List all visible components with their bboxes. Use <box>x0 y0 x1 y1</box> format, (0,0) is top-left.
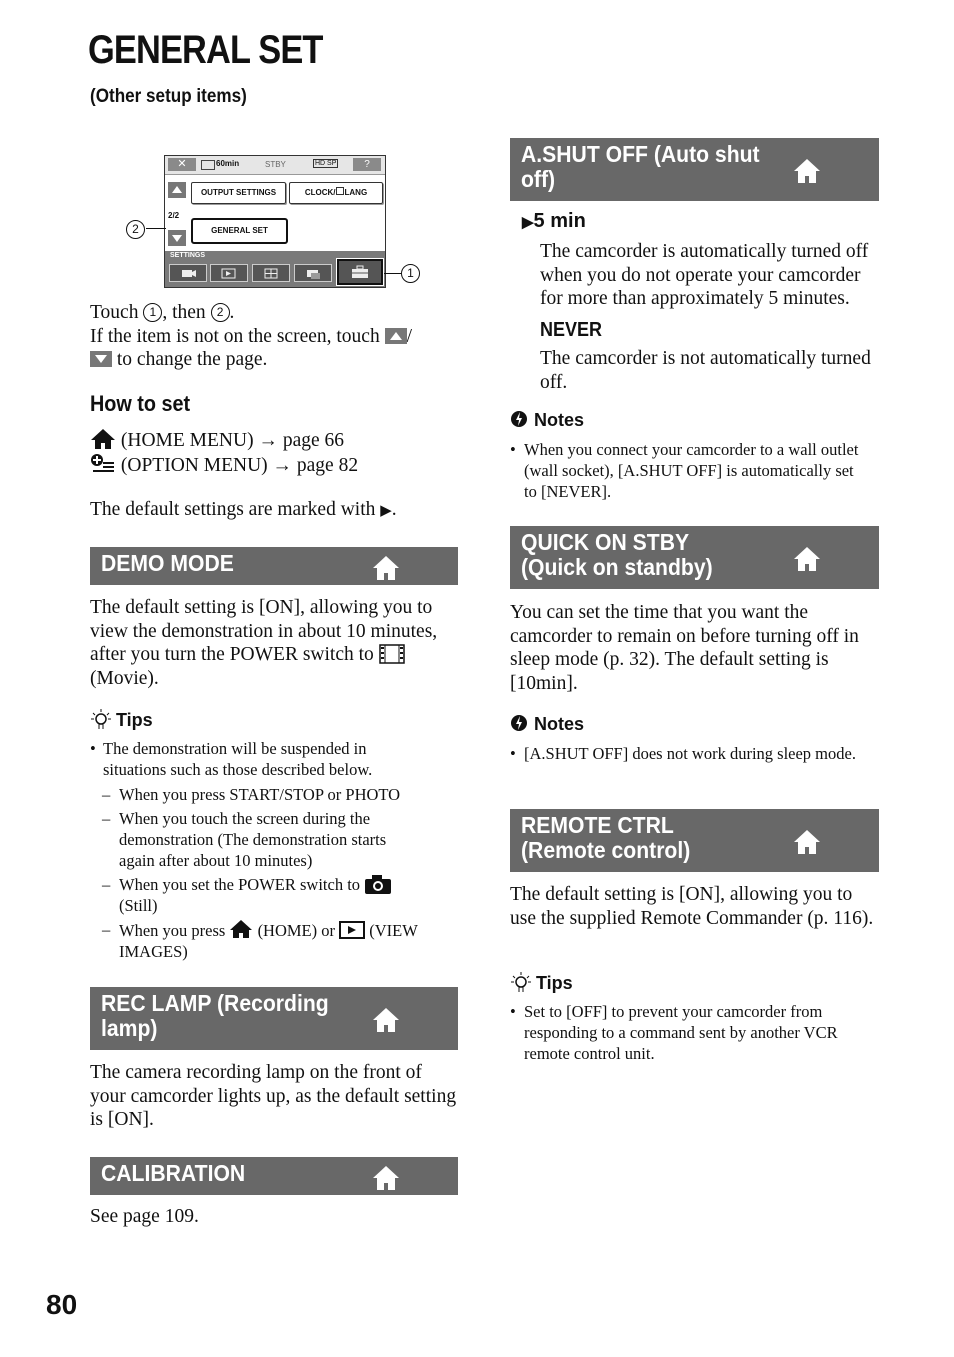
view-images-icon <box>211 265 247 281</box>
sub4-view-images: (VIEW IMAGES) <box>119 921 418 961</box>
sub3-still: (Still) <box>119 896 158 915</box>
intro-line-2 <box>90 325 460 349</box>
screen-footer-label: SETTINGS <box>170 252 206 259</box>
section-remote-ctrl <box>510 809 879 872</box>
others-icon <box>295 265 331 281</box>
option-menu-icon <box>90 453 116 475</box>
default-marker-icon: ▶ <box>522 214 534 231</box>
bullet: • <box>510 1002 516 1021</box>
sub3-text: When you set the POWER switch to <box>119 875 365 894</box>
demo-tips-heading <box>90 707 153 731</box>
default-note <box>90 498 397 524</box>
callout-1-line <box>384 273 401 274</box>
intro-then: , then <box>162 302 211 323</box>
notes-icon <box>510 409 530 429</box>
callout-2-line <box>146 228 166 229</box>
home-menu-page: page 66 <box>277 430 345 451</box>
clock-label: CLOCK/ <box>304 188 336 197</box>
tips-label: Tips <box>116 710 153 730</box>
option-5min-label: 5 min <box>533 210 586 232</box>
option-5min-desc: The camcorder is automatically turned off when you do not operate your camcorder for more than approximately 5 minutes. <box>540 241 869 309</box>
screen-tab-edit[interactable] <box>252 264 290 282</box>
screen-footer <box>165 251 385 287</box>
section-demo-mode-title: DEMO MODE <box>101 550 234 576</box>
screen-general-set-button[interactable]: GENERAL SET <box>191 218 288 244</box>
list-item <box>90 919 460 962</box>
home-icon <box>793 546 821 572</box>
demo-mode-movie: (Movie). <box>90 667 159 689</box>
screen-tab-settings[interactable] <box>337 259 383 285</box>
arrow-icon: → <box>272 454 293 476</box>
callout-2: 2 <box>126 220 145 239</box>
calibration-body: See page 109. <box>90 1206 199 1227</box>
how-option-line <box>90 453 460 478</box>
page-title: GENERAL SET <box>88 28 323 72</box>
section-a-shut-off-title: A.SHUT OFF (Auto shut off) <box>521 141 760 192</box>
page-up-icon <box>385 328 407 344</box>
intro-period: . <box>229 302 235 323</box>
list-item <box>510 1001 880 1064</box>
list-item <box>90 874 460 916</box>
lightbulb-icon <box>90 707 112 731</box>
section-a-shut-off <box>510 138 879 201</box>
how-home-line <box>90 428 460 453</box>
demo-mode-text: The default setting is [ON], allowing you to view the demonstration in about 10 minutes, after you turn the POWER switch to <box>90 597 438 665</box>
lang-label: LANG <box>344 188 368 197</box>
list-item <box>90 784 460 805</box>
note-text: When you connect your camcorder to a wall outlet (wall socket), [A.SHUT OFF] is automatically set to [NEVER]. <box>524 440 859 501</box>
section-quick-on-stby <box>510 526 879 589</box>
intro-touch: Touch <box>90 302 144 323</box>
screen-status: STBY <box>265 160 286 169</box>
screen-page-up-button[interactable] <box>168 182 186 198</box>
default-note-text: The default settings are marked with <box>90 499 381 520</box>
tip-text: The demonstration will be suspended in situations such as those described below. <box>103 739 373 779</box>
section-quick-on-stby-title: QUICK ON STBY (Quick on standby) <box>521 529 713 580</box>
screen-tab-camera[interactable] <box>169 264 207 282</box>
home-icon <box>229 919 253 939</box>
clock-lang-icon <box>336 187 344 195</box>
bullet: • <box>510 440 516 459</box>
screen-tab-view[interactable] <box>210 264 248 282</box>
list-item <box>90 738 460 780</box>
sub-item-text <box>119 919 460 962</box>
notes-label: Notes <box>534 714 585 734</box>
sub-item-text: When you press START/STOP or PHOTO <box>119 785 401 804</box>
quick-on-stby-body: You can set the time that you want the camcorder to remain on before turning off in sleep mode (p. 32). The default setting is [10min]. <box>510 602 859 694</box>
toolbox-icon <box>339 261 381 283</box>
arrow-icon: → <box>258 430 278 451</box>
home-icon <box>793 829 821 855</box>
bullet: • <box>90 739 96 758</box>
option-5min <box>522 210 586 233</box>
note-text: [A.SHUT OFF] does not work during sleep mode. <box>524 744 856 763</box>
a-shut-notes-heading <box>510 409 584 431</box>
camera-still-icon <box>364 874 392 894</box>
home-icon <box>372 1165 400 1191</box>
up-triangle-icon <box>168 182 186 198</box>
sub-item-text <box>119 874 449 916</box>
intro-not-on-screen: If the item is not on the screen, touch <box>90 325 385 347</box>
circle-2: 2 <box>211 303 230 322</box>
lightbulb-icon <box>510 970 532 994</box>
screen-help-button[interactable]: ? <box>353 158 381 171</box>
screen-tab-others[interactable] <box>294 264 332 282</box>
intro-line-3 <box>90 348 460 372</box>
home-icon <box>372 555 400 581</box>
screen-status-bar <box>165 156 385 175</box>
screen-close-button[interactable]: ✕ <box>168 158 196 171</box>
section-demo-mode <box>90 547 458 585</box>
grid-icon <box>253 265 289 281</box>
bullet: • <box>510 744 516 763</box>
section-remote-ctrl-title: REMOTE CTRL (Remote control) <box>521 812 691 863</box>
intro-text <box>90 301 460 372</box>
tip-text: Set to [OFF] to prevent your camcorder from responding to a command sent by another VCR remote control unit. <box>524 1002 838 1063</box>
how-to-set-heading: How to set <box>90 391 191 416</box>
home-icon <box>793 158 821 184</box>
section-calibration <box>90 1157 458 1195</box>
home-icon <box>372 1007 400 1033</box>
screen-clock-lang-button[interactable] <box>289 182 383 204</box>
default-marker-icon: ▶ <box>380 503 392 519</box>
down-triangle-icon <box>168 230 186 246</box>
page-subtitle: (Other setup items) <box>90 86 247 107</box>
list-item <box>510 743 880 764</box>
intro-slash: / <box>406 325 413 347</box>
quality-badge: HD SP <box>315 160 337 167</box>
battery-icon <box>201 160 215 170</box>
option-menu-label: (OPTION MENU) <box>116 454 273 476</box>
sub-item-text: When you touch the screen during the demonstration (The demonstration starts again after about 10 minutes) <box>119 809 387 870</box>
quick-notes-heading <box>510 713 584 735</box>
screen-page-down-button[interactable] <box>168 230 186 246</box>
how-to-set-body <box>90 428 460 477</box>
rec-lamp-body: The camera recording lamp on the front of your camcorder lights up, as the default setting is [ON]. <box>90 1062 457 1130</box>
view-images-icon <box>339 921 365 939</box>
default-note-end: . <box>391 499 397 520</box>
page-down-icon <box>90 351 112 367</box>
home-icon <box>90 428 116 450</box>
dash: – <box>102 920 111 939</box>
home-menu-label: (HOME MENU) <box>116 430 259 451</box>
circle-1: 1 <box>143 303 162 322</box>
notes-label: Notes <box>534 410 585 430</box>
section-calibration-title: CALIBRATION <box>101 1160 246 1186</box>
dash: – <box>102 809 111 828</box>
dash: – <box>102 785 111 804</box>
section-rec-lamp <box>90 987 458 1050</box>
sub4-home: (HOME) or <box>253 921 340 940</box>
screen-page-indicator: 2/2 <box>168 211 180 220</box>
remote-tips-heading <box>510 970 573 994</box>
section-rec-lamp-title: REC LAMP (Recording lamp) <box>101 990 329 1041</box>
camcorder-screen-illustration <box>164 155 386 288</box>
battery-time: 60min <box>216 159 240 168</box>
callout-1: 1 <box>401 264 420 283</box>
intro-change-page: to change the page. <box>112 349 268 370</box>
option-menu-page: page 82 <box>292 454 359 476</box>
film-icon <box>379 644 405 664</box>
sub4-text: When you press <box>119 921 230 940</box>
page-number: 80 <box>46 1289 78 1320</box>
screen-output-settings-button[interactable]: OUTPUT SETTINGS <box>191 182 286 204</box>
dash: – <box>102 875 111 894</box>
list-item <box>90 808 460 871</box>
camera-icon <box>170 265 206 281</box>
notes-icon <box>510 713 530 733</box>
demo-mode-body <box>90 596 458 690</box>
intro-line-1 <box>90 301 460 325</box>
option-never-label: NEVER <box>540 319 603 341</box>
remote-ctrl-body: The default setting is [ON], allowing you to use the supplied Remote Commander (p. 116). <box>510 884 874 929</box>
tips-label: Tips <box>536 973 573 993</box>
option-never-desc: The camcorder is not automatically turned off. <box>540 348 871 393</box>
demo-tips-list <box>90 738 460 962</box>
list-item <box>510 439 880 502</box>
